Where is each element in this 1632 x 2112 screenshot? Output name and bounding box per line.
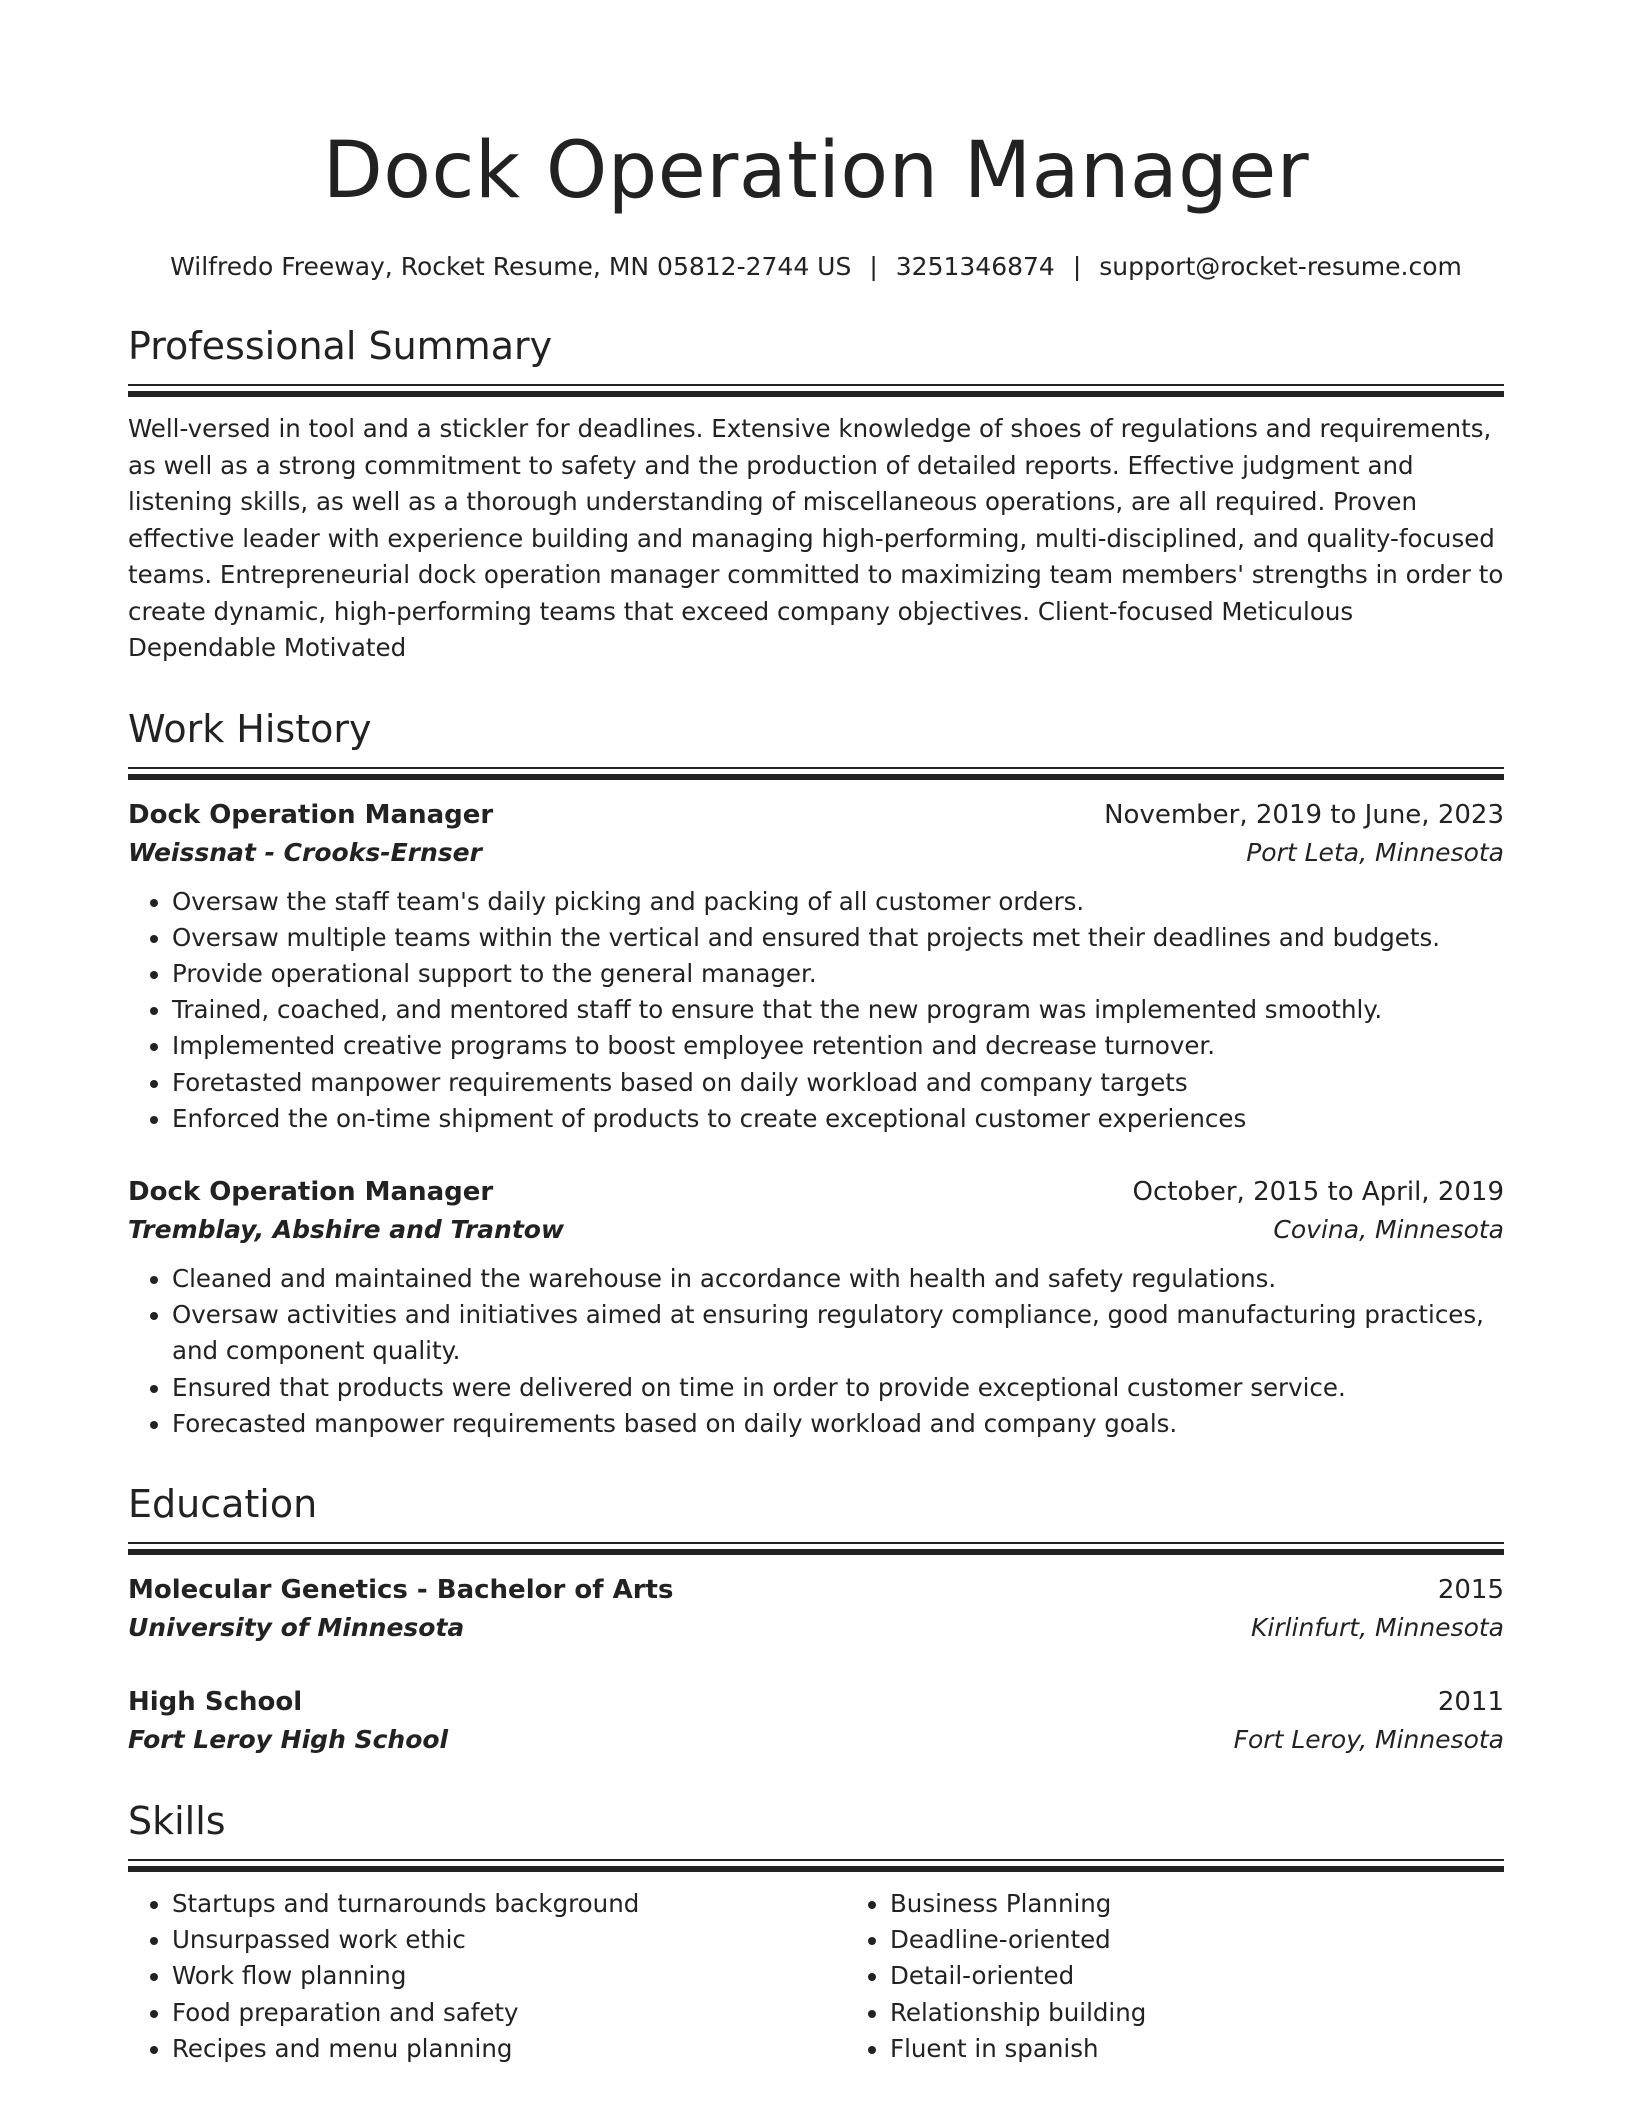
job-company: Weissnat - Crooks-Ernser	[128, 837, 482, 867]
skill-item: • Recipes and menu planning	[172, 2031, 846, 2067]
job-bullet: • Provide operational support to the general manager.	[172, 956, 1504, 992]
summary-section-header	[128, 322, 1504, 397]
job-company-row	[128, 1211, 1504, 1249]
skills-list-right	[846, 1886, 1146, 2067]
job-bullet: • Oversaw the staff team's daily picking and packing of all customer orders.	[172, 884, 1504, 920]
education-degree: High School	[128, 1686, 303, 1717]
skills-section-title: Skills	[128, 1798, 226, 1843]
education-location: Kirlinfurt, Minnesota	[1250, 1612, 1504, 1642]
education-location: Fort Leroy, Minnesota	[1233, 1724, 1504, 1754]
education-entry	[128, 1683, 1504, 1759]
education-degree: Molecular Genetics - Bachelor of Arts	[128, 1574, 674, 1605]
education-school: University of Minnesota	[128, 1612, 465, 1642]
contact-phone: 3251346874	[895, 252, 1055, 281]
education-header-row	[128, 1683, 1504, 1721]
skill-item: • Business Planning	[890, 1886, 1146, 1922]
skill-item: • Startups and turnarounds background	[172, 1886, 846, 1922]
summary-section-title: Professional Summary	[128, 324, 553, 368]
job-title: Dock Operation Manager	[128, 1176, 494, 1207]
section-divider	[128, 384, 1504, 397]
skill-item: • Unsurpassed work ethic	[172, 1922, 846, 1958]
skills-section-header	[128, 1797, 1504, 1872]
contact-separator: |	[869, 252, 878, 281]
skill-item: • Fluent in spanish	[890, 2031, 1146, 2067]
education-school-row	[128, 1721, 1504, 1759]
education-header-row	[128, 1571, 1504, 1609]
job-bullet: • Cleaned and maintained the warehouse in accordance with health and safety regulations.	[172, 1261, 1504, 1297]
job-bullet: • Implemented creative programs to boost employee retention and decrease turnover.	[172, 1028, 1504, 1064]
job-header-row	[128, 1173, 1504, 1211]
contact-address: Wilfredo Freeway, Rocket Resume, MN 05812-2744 US	[170, 252, 852, 281]
job-bullet-list	[128, 1261, 1504, 1442]
section-divider	[128, 1859, 1504, 1872]
job-bullet: • Ensured that products were delivered on time in order to provide exceptional customer service.	[172, 1370, 1504, 1406]
education-school-row	[128, 1609, 1504, 1647]
work-section-title: Work History	[128, 706, 372, 751]
summary-text: Well-versed in tool and a stickler for deadlines. Extensive knowledge of shoes of regulations and requirements, as well as a strong commitment to safety and the production of detailed reports. Effective judgment and listening skills, as well as a thorough understanding of miscellaneous operations, are all required. Proven effective leader with experience building and managing high-performing, multi-disciplined, and quality-focused teams. Entrepreneurial dock operation manager committed to maximizing team members' strengths in order to create dynamic, high-performing teams that exceed company objectives. Client-focused Meticulous Dependable Motivated	[128, 414, 1504, 662]
job-company-row	[128, 834, 1504, 872]
job-bullet: • Enforced the on-time shipment of products to create exceptional customer experiences	[172, 1101, 1504, 1137]
skills-list-left	[128, 1886, 846, 2067]
job-entry	[128, 796, 1504, 1137]
work-section-header	[128, 705, 1504, 780]
job-dates: November, 2019 to June, 2023	[1104, 799, 1504, 830]
section-divider	[128, 767, 1504, 780]
skill-item: • Food preparation and safety	[172, 1995, 846, 2031]
job-dates: October, 2015 to April, 2019	[1132, 1176, 1504, 1207]
job-bullet: • Oversaw multiple teams within the vertical and ensured that projects met their deadlines and budgets.	[172, 920, 1504, 956]
resume-name: Dock Operation Manager	[322, 126, 1310, 216]
skill-item: • Deadline-oriented	[890, 1922, 1146, 1958]
education-entry	[128, 1571, 1504, 1647]
skill-item: • Relationship building	[890, 1995, 1146, 2031]
job-company: Tremblay, Abshire and Trantow	[128, 1214, 565, 1244]
skill-item: • Work flow planning	[172, 1958, 846, 1994]
contact-separator: |	[1072, 252, 1082, 281]
job-header-row	[128, 796, 1504, 834]
education-year: 2015	[1437, 1574, 1504, 1605]
job-bullet-list	[128, 884, 1504, 1137]
job-bullet: • Forecasted manpower requirements based on daily workload and company goals.	[172, 1406, 1504, 1442]
job-location: Port Leta, Minnesota	[1246, 837, 1504, 867]
education-school: Fort Leroy High School	[128, 1724, 449, 1754]
education-section-title: Education	[128, 1481, 318, 1526]
job-bullet: • Foretasted manpower requirements based on daily workload and company targets	[172, 1065, 1504, 1101]
job-entry	[128, 1173, 1504, 1442]
skill-item: • Detail-oriented	[890, 1958, 1146, 1994]
job-bullet: • Oversaw activities and initiatives aimed at ensuring regulatory compliance, good manufacturing practices, and component quality.	[172, 1297, 1504, 1369]
skills-columns	[128, 1886, 1504, 2067]
education-section-header	[128, 1480, 1504, 1555]
contact-email: support@rocket-resume.com	[1099, 252, 1462, 281]
job-title: Dock Operation Manager	[128, 799, 494, 830]
job-location: Covina, Minnesota	[1273, 1214, 1504, 1244]
job-bullet: • Trained, coached, and mentored staff to ensure that the new program was implemented smoothly.	[172, 992, 1504, 1028]
section-divider	[128, 1542, 1504, 1555]
contact-line	[128, 250, 1504, 284]
education-year: 2011	[1437, 1686, 1504, 1717]
